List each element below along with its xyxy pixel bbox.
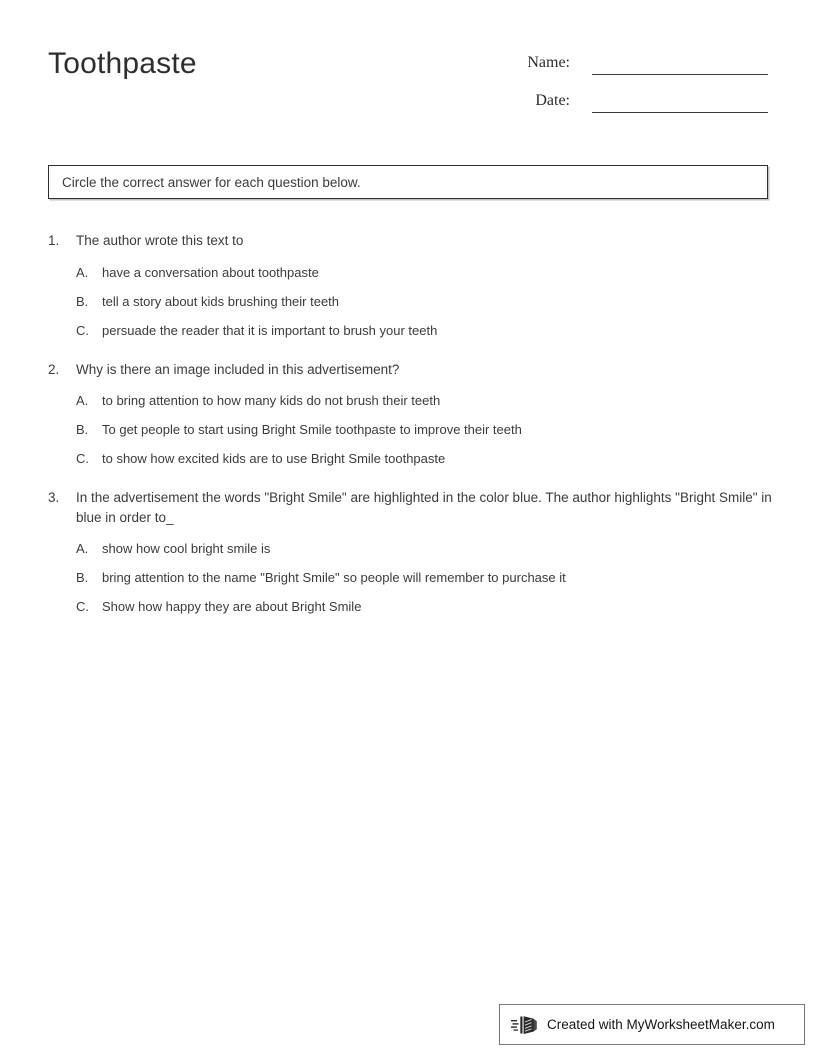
answer-text: persuade the reader that it is important to brush your teeth: [102, 322, 438, 338]
date-row: [516, 88, 768, 126]
answer-list: [48, 392, 772, 468]
answer-option[interactable]: [76, 293, 772, 311]
question-heading: [48, 231, 772, 251]
answer-option[interactable]: [76, 421, 772, 439]
answer-text: to show how excited kids are to use Bright Smile toothpaste: [102, 451, 446, 466]
question-text: The author wrote this text to: [76, 233, 244, 248]
answer-option[interactable]: [76, 264, 772, 282]
question-heading: [48, 360, 772, 380]
answer-letter: A.: [76, 541, 89, 556]
name-date-group: [516, 50, 768, 126]
name-label: Name:: [527, 54, 570, 71]
answer-text: To get people to start using Bright Smile toothpaste to improve their teeth: [102, 422, 522, 437]
worksheet-header: [48, 44, 768, 124]
answer-option[interactable]: [76, 392, 772, 410]
name-row: [516, 50, 768, 88]
answer-text: Show how happy they are about Bright Smile: [102, 599, 362, 614]
instruction-box: [48, 165, 768, 199]
answer-letter: B.: [76, 570, 89, 585]
answer-text: have a conversation about toothpaste: [102, 264, 319, 280]
answer-letter: B.: [76, 293, 89, 309]
instruction-text: Circle the correct answer for each question below.: [62, 175, 361, 190]
answer-letter: A.: [76, 264, 89, 280]
question-item: [48, 360, 772, 469]
date-input-line[interactable]: [592, 112, 768, 113]
date-label: Date:: [535, 92, 570, 109]
answer-letter: B.: [76, 422, 89, 437]
answer-option[interactable]: [76, 598, 772, 616]
question-number: 3.: [48, 490, 60, 505]
page-title: Toothpaste: [48, 47, 197, 80]
question-item: [48, 231, 772, 340]
answer-text: show how cool bright smile is: [102, 541, 271, 556]
question-list: [48, 231, 772, 636]
answer-option[interactable]: [76, 450, 772, 468]
answer-letter: C.: [76, 322, 89, 338]
answer-letter: A.: [76, 393, 89, 408]
name-input-line[interactable]: [592, 74, 768, 75]
answer-list: [48, 264, 772, 340]
answer-option[interactable]: [76, 540, 772, 558]
answer-text: tell a story about kids brushing their teeth: [102, 293, 340, 309]
answer-option[interactable]: [76, 569, 772, 587]
question-text: In the advertisement the words "Bright Smile" are highlighted in the color blue. The author highlights "Bright Smile" in blue in order to_: [76, 490, 772, 525]
answer-letter: C.: [76, 451, 89, 466]
answer-letter: C.: [76, 599, 89, 614]
answer-text: to bring attention to how many kids do not brush their teeth: [102, 393, 441, 408]
answer-text: bring attention to the name "Bright Smile" so people will remember to purchase it: [102, 570, 566, 585]
created-with-label: Created with MyWorksheetMaker.com: [547, 1016, 775, 1032]
answer-option[interactable]: [76, 322, 772, 340]
question-number: 2.: [48, 361, 60, 377]
answer-list: [48, 540, 772, 616]
created-with-badge[interactable]: [499, 1004, 805, 1045]
question-heading: [48, 488, 772, 527]
question-text: Why is there an image included in this advertisement?: [76, 361, 400, 377]
question-number: 1.: [48, 233, 60, 248]
worksheet-maker-logo-icon: [511, 1013, 541, 1037]
question-item: [48, 488, 772, 616]
